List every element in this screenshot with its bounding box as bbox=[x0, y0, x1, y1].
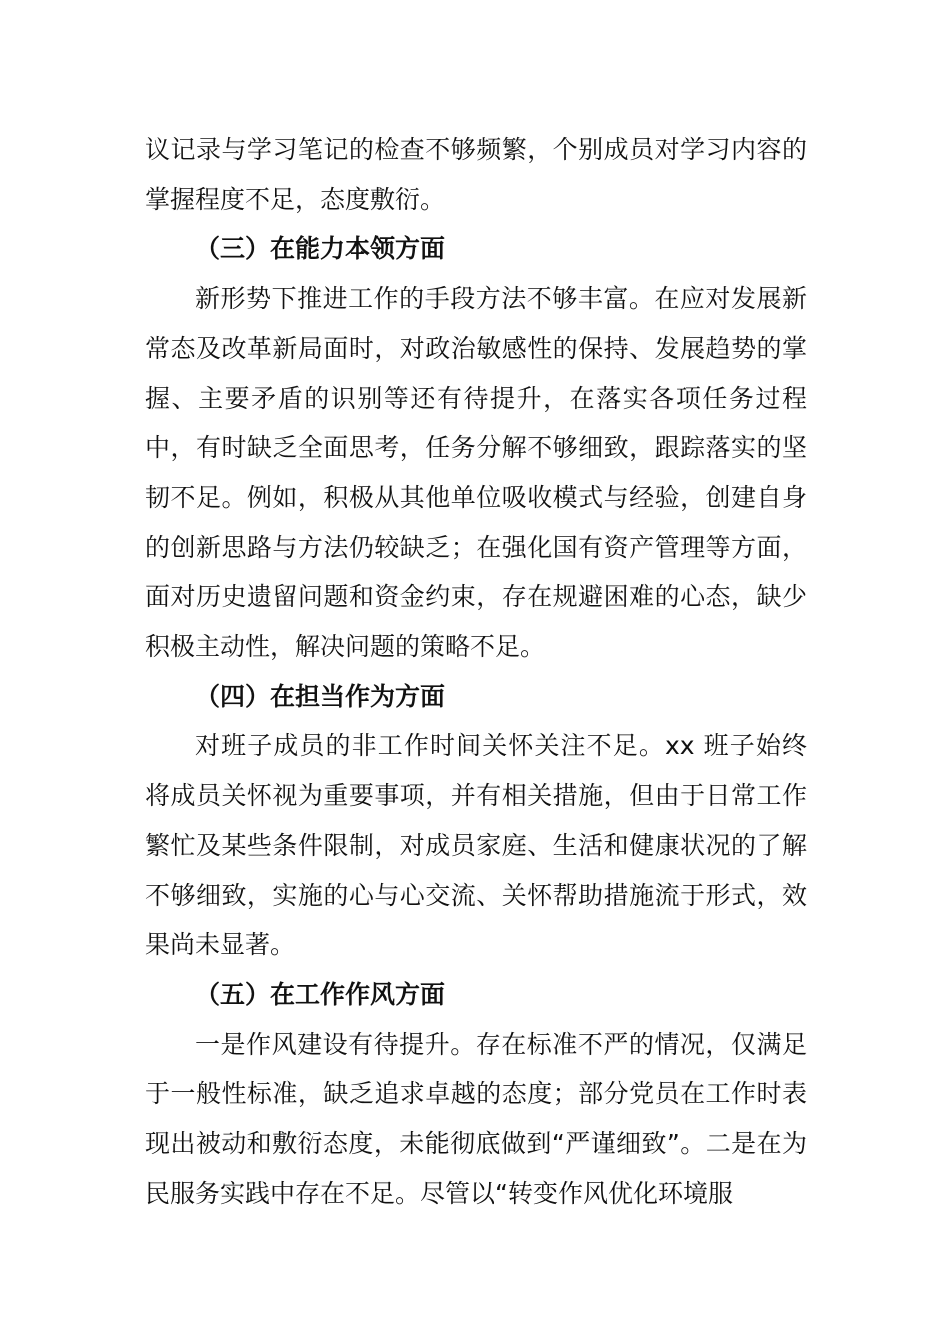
paragraph-continuation: 议记录与学习笔记的检查不够频繁，个别成员对学习内容的掌握程度不足，态度敷衍。 bbox=[145, 135, 807, 214]
document-body bbox=[145, 125, 807, 1218]
section-heading-capability: （三）在能力本领方面 bbox=[195, 234, 446, 264]
paragraph-work-style: 一是作风建设有待提升。存在标准不严的情况，仅满足于一般性标准，缺乏追求卓越的态度；部分党员在工作时表现出被动和敷衍态度，未能彻底做到“严谨细致”。二是在为民服务实践中存在不足。尽管以“转变作风优化环境服 bbox=[145, 1029, 807, 1208]
paragraph-capability: 新形势下推进工作的手段方法不够丰富。在应对发展新常态及改革新局面时，对政治敏感性的保持、发展趋势的掌握、主要矛盾的识别等还有待提升，在落实各项任务过程中，有时缺乏全面思考，任务分解不够细致，跟踪落实的坚韧不足。例如，积极从其他单位吸收模式与经验，创建自身的创新思路与方法仍较缺乏；在强化国有资产管理等方面，面对历史遗留问题和资金约束，存在规避困难的心态，缺少积极主动性，解决问题的策略不足。 bbox=[145, 284, 807, 662]
paragraph-responsibility: 对班子成员的非工作时间关怀关注不足。xx 班子始终将成员关怀视为重要事项，并有相关措施，但由于日常工作繁忙及某些条件限制，对成员家庭、生活和健康状况的了解不够细致，实施的心与心交流、关怀帮助措施流于形式，效果尚未显著。 bbox=[145, 731, 807, 960]
section-heading-responsibility: （四）在担当作为方面 bbox=[195, 681, 446, 711]
section-heading-work-style: （五）在工作作风方面 bbox=[195, 979, 446, 1009]
